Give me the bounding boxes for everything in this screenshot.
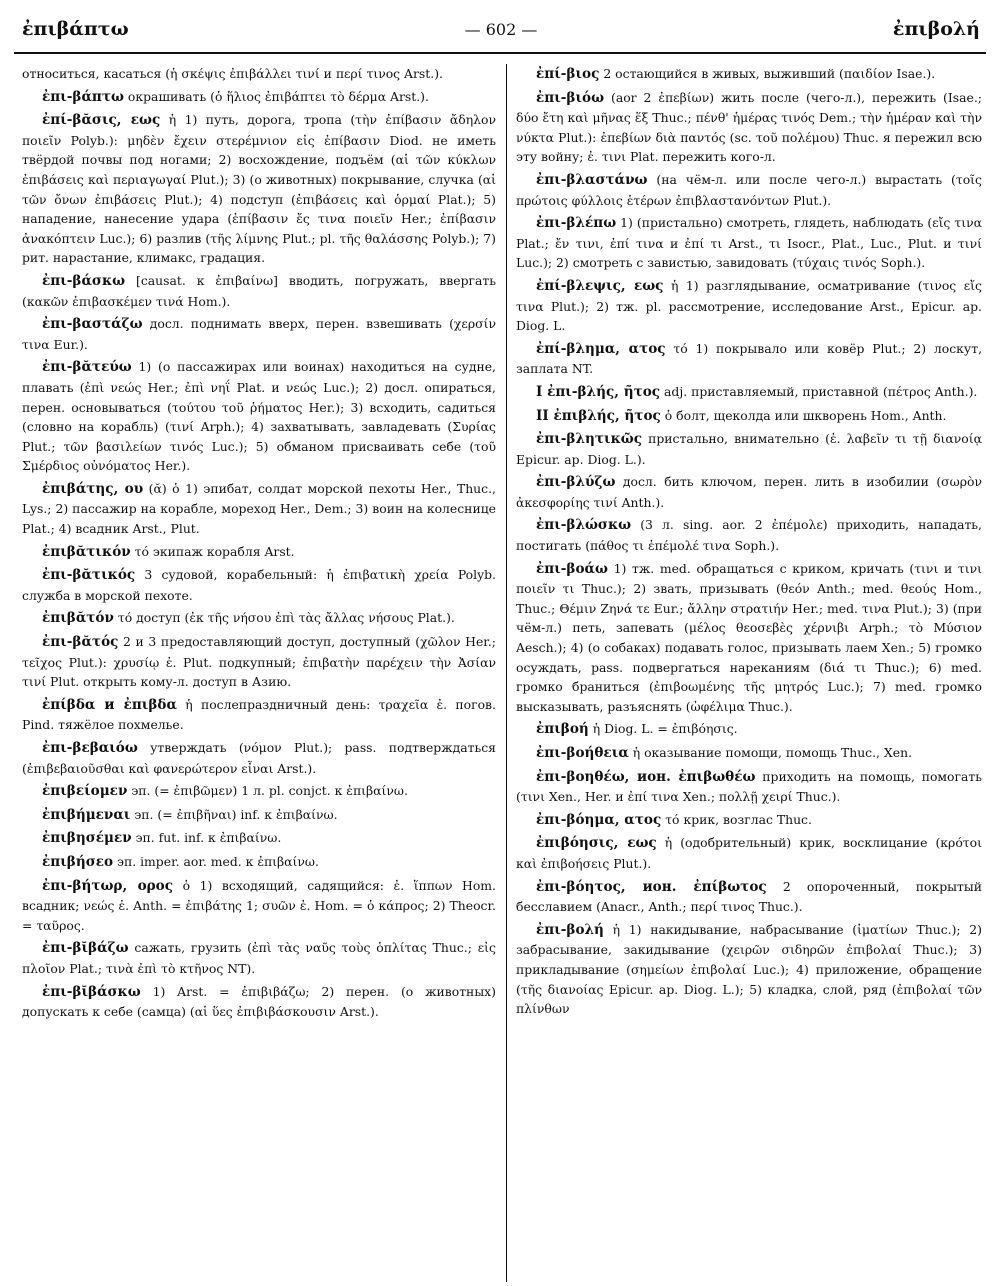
- dictionary-entry: [516, 88, 982, 167]
- entry-definition: 2 опороченный, покрытый бесславием (Anacr., Anth.; περί τινος Thuc.).: [516, 878, 982, 915]
- dictionary-entry: [22, 805, 496, 826]
- entry-definition: ὁ 1) всходящий, садящийся: ἐ. ἵππων Hom. всадник; νεώς ἐ. Anth. = ἐπιβάτης 1; συῶν ἐ. Hom. = ὁ κάπρος; 2) Theocr. = ταῦρος.: [22, 877, 496, 933]
- dictionary-entry: [516, 213, 982, 273]
- entry-headword: ἐπιβήμεναι: [42, 806, 131, 823]
- entry-headword: ἐπι-βαστάζω: [42, 316, 143, 333]
- entry-definition: (aor 2 ἐπεβίων) жить после (чего-л.), пережить (Isae.; δύο ἔτη καὶ μῆνας ἕξ Thuc.; πένθ' ἡμέρας τινός Dem.; τὴν ἡμέραν καὶ τὴν νύκτα Plut.): ἐπεβίων διὰ παντός (sc. τοῦ πολέμου) Thuc. я пережил всю эту войну; ἐ. τινι Plat. пережить кого-л.: [516, 89, 982, 165]
- entry-definition: 1) тж. med. обращаться с криком, кричать (τινι и τινι ποιεῖν τι Thuc.); 2) звать, призывать (θεόν Anth.; med. θεούς Hom., Thuc.; Θέμιν Ζηνά τε Eur.; ἄλλην στρατιήν Her.; med. τινα Plut.); 3) (при чём-л.) петь, запевать (μέλος θεοσεβὲς χέρνιβι Arph.; τὸ Μύσιον Aesch.); 4) (о собаках) подавать голос, призывать лаем Xen.; 5) громко осуждать, pass. подвергаться нареканиям (διά τι Thuc.); 6) med. громко браниться (ἐπιβοωμένης τῆς μητρός Luc.); 7) med. громко высказывать, разъяснять (ὠφέλιμα Thuc.).: [516, 560, 982, 714]
- entry-headword: ἐπιβοή: [536, 721, 589, 738]
- entry-definition: относиться, касаться (ἡ σκέψις ἐπιβάλλει τινί и περί τινος Arst.).: [22, 66, 443, 81]
- entry-headword: ἐπί-βᾰσις, εως: [42, 112, 161, 129]
- dictionary-entry: [516, 920, 982, 1019]
- entry-headword: ἐπι-βλαστάνω: [536, 171, 648, 188]
- dictionary-entry: [22, 314, 496, 354]
- entry-headword: ἐπί-βλημα, ατος: [536, 340, 666, 357]
- entry-headword: ἐπι-βόημα, ατος: [536, 811, 662, 828]
- entry-headword: ἐπι-βάπτω: [42, 88, 124, 105]
- dictionary-entry: [22, 982, 496, 1022]
- dictionary-entry: [22, 357, 496, 476]
- entry-headword: ἐπι-βοήθεια: [536, 745, 629, 761]
- dictionary-entry: [516, 743, 982, 764]
- dictionary-entry: [22, 738, 496, 778]
- header-left-guideword: ἐπιβάπτω: [22, 18, 129, 40]
- dictionary-entry: [516, 515, 982, 555]
- entry-definition: τό доступ (ἐκ τῆς νήσου ἐπὶ τὰς ἄλλας νήσους Plat.).: [117, 610, 455, 626]
- entry-headword: ἐπι-βήτωρ, ορος: [42, 877, 174, 894]
- dictionary-entry: [516, 810, 982, 831]
- entry-headword: ἐπιβᾰτόν: [42, 610, 114, 627]
- entry-headword: ἐπι-βιόω: [536, 89, 605, 106]
- entry-definition: ἡ 1) путь, дорога, тропа (τὴν ἐπίβασιν ἄδηλον ποιεῖν Polyb.): μηδὲν ἔχειν στερέμνιον εἰς ἐπίβασιν Diod. не иметь твёрдой почвы под ногами; 2) восхождение, подъём (αἱ τῶν κύκλων ἐπιβάσεις καὶ περιαγωγαί Plut.); 3) (о животных) покрывание, случка (αἱ τῶν ὄνων ἐπιβάσεις Plut.); 4) подступ (ἐπιβάσεις καὶ ὁρμαί Plat.); 5) нападение, нанесение удара (ἐπίβασιν ἔς τινα ποιεῖν Her.; ἐπίβασιν ἀνακόπτειν Luc.); 6) разлив (τῆς λίμνης Plut.; pl. τῆς θαλάσσης Polyb.); 7) рит. нарастание, климакс, градация.: [22, 112, 496, 266]
- dictionary-entry: [22, 828, 496, 849]
- dictionary-entry: [22, 938, 496, 978]
- entry-headword: ἐπι-βᾰτικός: [42, 567, 136, 584]
- entry-headword: ἐπιβᾰτικόν: [42, 543, 131, 560]
- entry-headword: ἐπι-βᾰτεύω: [42, 359, 132, 376]
- dictionary-entry: [516, 406, 982, 427]
- dictionary-entry: [516, 833, 982, 873]
- dictionary-entry: [22, 852, 496, 873]
- entry-definition: 2 остающийся в живых, выживший (παιδίον Isae.).: [603, 66, 936, 81]
- dictionary-entry: [22, 542, 496, 563]
- entry-headword: ἐπιβησέμεν: [42, 830, 132, 847]
- entry-headword: ἐπί-βιος: [536, 66, 600, 82]
- dictionary-entry: [516, 472, 982, 512]
- entry-headword: ἐπι-βῐβάζω: [42, 940, 129, 957]
- right-column: [516, 64, 982, 1282]
- entry-definition: пристально, внимательно (ἐ. λαβεῖν τι τῇ διανοίᾳ Epicur. ap. Diog. L.).: [516, 431, 982, 467]
- dictionary-entry: [22, 565, 496, 605]
- entry-definition: досл. бить ключом, перен. лить в изобилии (σωρὸν ἀκεσφορίης τινί Anth.).: [516, 474, 982, 510]
- entry-definition: adj. приставляемый, приставной (πέτρος Anth.).: [664, 383, 978, 399]
- entry-definition: [causat. к ἐπιβαίνω] вводить, погружать, ввергать (κακῶν ἐπιβασκέμεν τινά Hom.).: [22, 272, 496, 309]
- entry-definition: (ᾰ) ὁ 1) эпибат, солдат морской пехоты Her., Thuc., Lys.; 2) пассажир на корабле, мореход Her., Dem.; 3) воин на колеснице Plat.; 4) всадник Arst., Plut.: [22, 480, 496, 537]
- entry-headword: ἐπιβόησις, εως: [536, 835, 657, 852]
- dictionary-entry: [516, 767, 982, 807]
- dictionary-entry: [516, 382, 982, 403]
- entry-headword: ἐπι-βεβαιόω: [42, 740, 138, 756]
- page-header: [22, 10, 980, 50]
- dictionary-entry: [22, 271, 496, 311]
- entry-definition: сажать, грузить (ἐπὶ τὰς ναῦς τοὺς ὁπλίτας Thuc.; εἰς πλοῖον Plat.; τινὰ ἐπὶ τὸ κτῆνος NT).: [22, 940, 496, 976]
- dictionary-entry: [22, 632, 496, 692]
- entry-definition: 2 и 3 предоставляющий доступ, доступный (χῶλον Her.; τεῖχος Plut.): χρυσίῳ ἐ. Plut. подкупный; ἐπιβατὴν παρέχειν τὴν Ἀσίαν τινί Plut. открыть кому-л. доступ в Азию.: [22, 634, 496, 690]
- dictionary-entry: [22, 479, 496, 539]
- header-right-guideword: ἐπιβολή: [892, 18, 980, 40]
- entry-definition: τό крик, возглас Thuc.: [665, 811, 812, 827]
- entry-headword: ἐπί-βλεψις, εως: [536, 277, 664, 294]
- entry-headword: ἐπι-βᾰτός: [42, 634, 119, 651]
- dictionary-entry: [22, 781, 496, 802]
- entry-definition: ἡ Diog. L. = ἐπιβόησις.: [592, 721, 738, 737]
- entry-definition: эп. (= ἐπιβῶμεν) 1 л. pl. conjct. к ἐπιβαίνω.: [131, 783, 408, 799]
- entry-definition: ὁ болт, щеколда или шкворень Hom., Anth.: [664, 407, 947, 423]
- entry-headword: ἐπι-βάσκω: [42, 272, 126, 289]
- page-number: — 602 —: [464, 20, 538, 39]
- dictionary-entry: [22, 695, 496, 735]
- entry-headword: ἐπι-βόητος, ион. ἐπίβωτος: [536, 878, 767, 895]
- entry-definition: ἡ (одобрительный) крик, восклицание (κρότοι καὶ ἐπιβοήσεις Plut.).: [516, 835, 982, 871]
- entry-headword: ἐπιβήσεο: [42, 853, 114, 870]
- entry-headword: ἐπιβάτης, ου: [42, 480, 144, 497]
- dictionary-entry: [516, 429, 982, 469]
- entry-definition: 3 судовой, корабельный: ἡ ἐπιβατικὴ χρεία Polyb. служба в морской пехоте.: [22, 567, 496, 603]
- entry-definition: досл. поднимать вверх, перен. взвешивать (χερσίν τινα Eur.).: [22, 316, 496, 352]
- entry-definition: 1) Arst. = ἐπιβιβάζω; 2) перен. (о животных) допускать к себе (самца) (αἱ ὕες ἐπιβιβάσκουσιν Arst.).: [22, 983, 496, 1020]
- entry-headword: ἐπι-βλύζω: [536, 474, 616, 491]
- entry-headword: I ἐπι-βλής, ῆτος: [536, 383, 661, 400]
- entry-definition: (3 л. sing. aor. 2 ἐπέμολε) приходить, нападать, постигать (πάθος τι ἐπέμολέ τινα Soph.).: [516, 517, 982, 554]
- dictionary-entry: [516, 719, 982, 740]
- column-divider: [506, 64, 507, 1282]
- entry-definition: (на чём-л. или после чего-л.) вырастать (τοῖς πρώτοις φύλλοις ἑτέρων ἐπιβλαστανόντων Plut.).: [516, 171, 982, 208]
- dictionary-entry: [22, 64, 496, 84]
- entry-definition: эп. (= ἐπιβῆναι) inf. к ἐπιβαίνω.: [134, 806, 338, 822]
- entry-definition: τό экипаж корабля Arst.: [134, 543, 295, 559]
- entry-headword: ἐπίβδα и ἐπιβδα: [42, 696, 177, 713]
- entry-definition: 1) (о пассажирах или воинах) находиться на судне, плавать (ἐπὶ νεώς Her.; ἐπὶ νηΐ Plat. и νεώς Luc.); 2) досл. опираться, перен. основываться (τούτου τοῦ ῥήματος Her.); 3) всходить, садиться (словно на корабль) (τινί Arph.); 4) захватывать, завладевать (Συρίας Plut.; τῶν βασιλείων τινός Luc.); 5) обманом присваивать себе (τοῦ Σμέρδιος οὐνόματος Her.).: [22, 359, 496, 474]
- entry-headword: ἐπιβείομεν: [42, 783, 128, 800]
- entry-definition: окрашивать (ὁ ἥλιος ἐπιβάπτει τὸ δέρμα Arst.).: [127, 88, 429, 104]
- dictionary-entry: [22, 876, 496, 936]
- dictionary-entry: [516, 339, 982, 379]
- left-column: [22, 64, 496, 1282]
- entry-definition: эп. imper. aor. med. к ἐπιβαίνω.: [117, 853, 319, 869]
- entry-headword: ἐπι-βοηθέω, ион. ἐπιβωθέω: [536, 768, 756, 785]
- entry-definition: 1) (пристально) смотреть, глядеть, наблюдать (εἴς τινα Plat.; ἔν τινι, ἐπί τινα и ἐπί τι Arst., τι Isocr., Plat., Luc., Plut. и τινί Luc.); 2) смотреть с завистью, завидовать (τύχαις τινός Soph.).: [516, 215, 982, 271]
- dictionary-entry: [22, 608, 496, 629]
- dictionary-entry: [516, 276, 982, 336]
- dictionary-entry: [22, 110, 496, 268]
- entry-definition: ἡ послепраздничный день: τραχεῖα ἐ. погов. Pind. тяжёлое похмелье.: [22, 696, 496, 733]
- entry-definition: τό 1) покрывало или ковёр Plut.; 2) лоскут, заплата NT.: [516, 340, 982, 377]
- entry-definition: эп. fut. inf. к ἐπιβαίνω.: [135, 830, 282, 846]
- header-rule: [14, 52, 986, 54]
- entry-definition: приходить на помощь, помогать (τινι Xen., Her. и ἐπί τινα Xen.; πολλῇ χειρί Thuc.).: [516, 768, 982, 805]
- dictionary-entry: [516, 559, 982, 717]
- entry-definition: ἡ 1) разглядывание, осматривание (τινος εἴς τινα Plut.); 2) тж. pl. рассмотрение, исследование Arst., Epicur. ap. Diog. L.: [516, 277, 982, 334]
- entry-headword: ἐπι-βλέπω: [536, 215, 617, 232]
- entry-headword: ἐπι-βλώσκω: [536, 517, 632, 534]
- dictionary-entry: [516, 877, 982, 917]
- dictionary-entry: [516, 64, 982, 85]
- dictionary-entry: [516, 170, 982, 210]
- dictionary-entry: [22, 87, 496, 108]
- entry-headword: ἐπι-βλητικῶς: [536, 431, 643, 448]
- entry-definition: ἡ оказывание помощи, помощь Thuc., Xen.: [632, 745, 913, 760]
- entry-headword: ἐπι-βολή: [536, 921, 604, 938]
- entry-headword: ἐπι-βοάω: [536, 560, 608, 577]
- entry-headword: II ἐπιβλής, ῆτος: [536, 407, 661, 424]
- entry-definition: ἡ 1) накидывание, набрасывание (ἱματίων Thuc.); 2) забрасывание, закидывание (χειρῶν σιδηρῶν ἐπιβολαί Thuc.); 3) прикладывание (σημείων ἐπιβολαί Luc.); 4) приложение, обращение (τῆς διανοίας Epicur. ap. Diog. L.); 5) кладка, слой, ряд (ἐπιβολαί τῶν πλίνθων: [516, 921, 982, 1017]
- entry-headword: ἐπι-βῐβάσκω: [42, 983, 141, 1000]
- entry-definition: утверждать (νόμον Plut.); pass. подтверждаться (ἐπιβεβαιοῦσθαι καὶ φανερώτερον εἶναι Arst.).: [22, 740, 496, 776]
